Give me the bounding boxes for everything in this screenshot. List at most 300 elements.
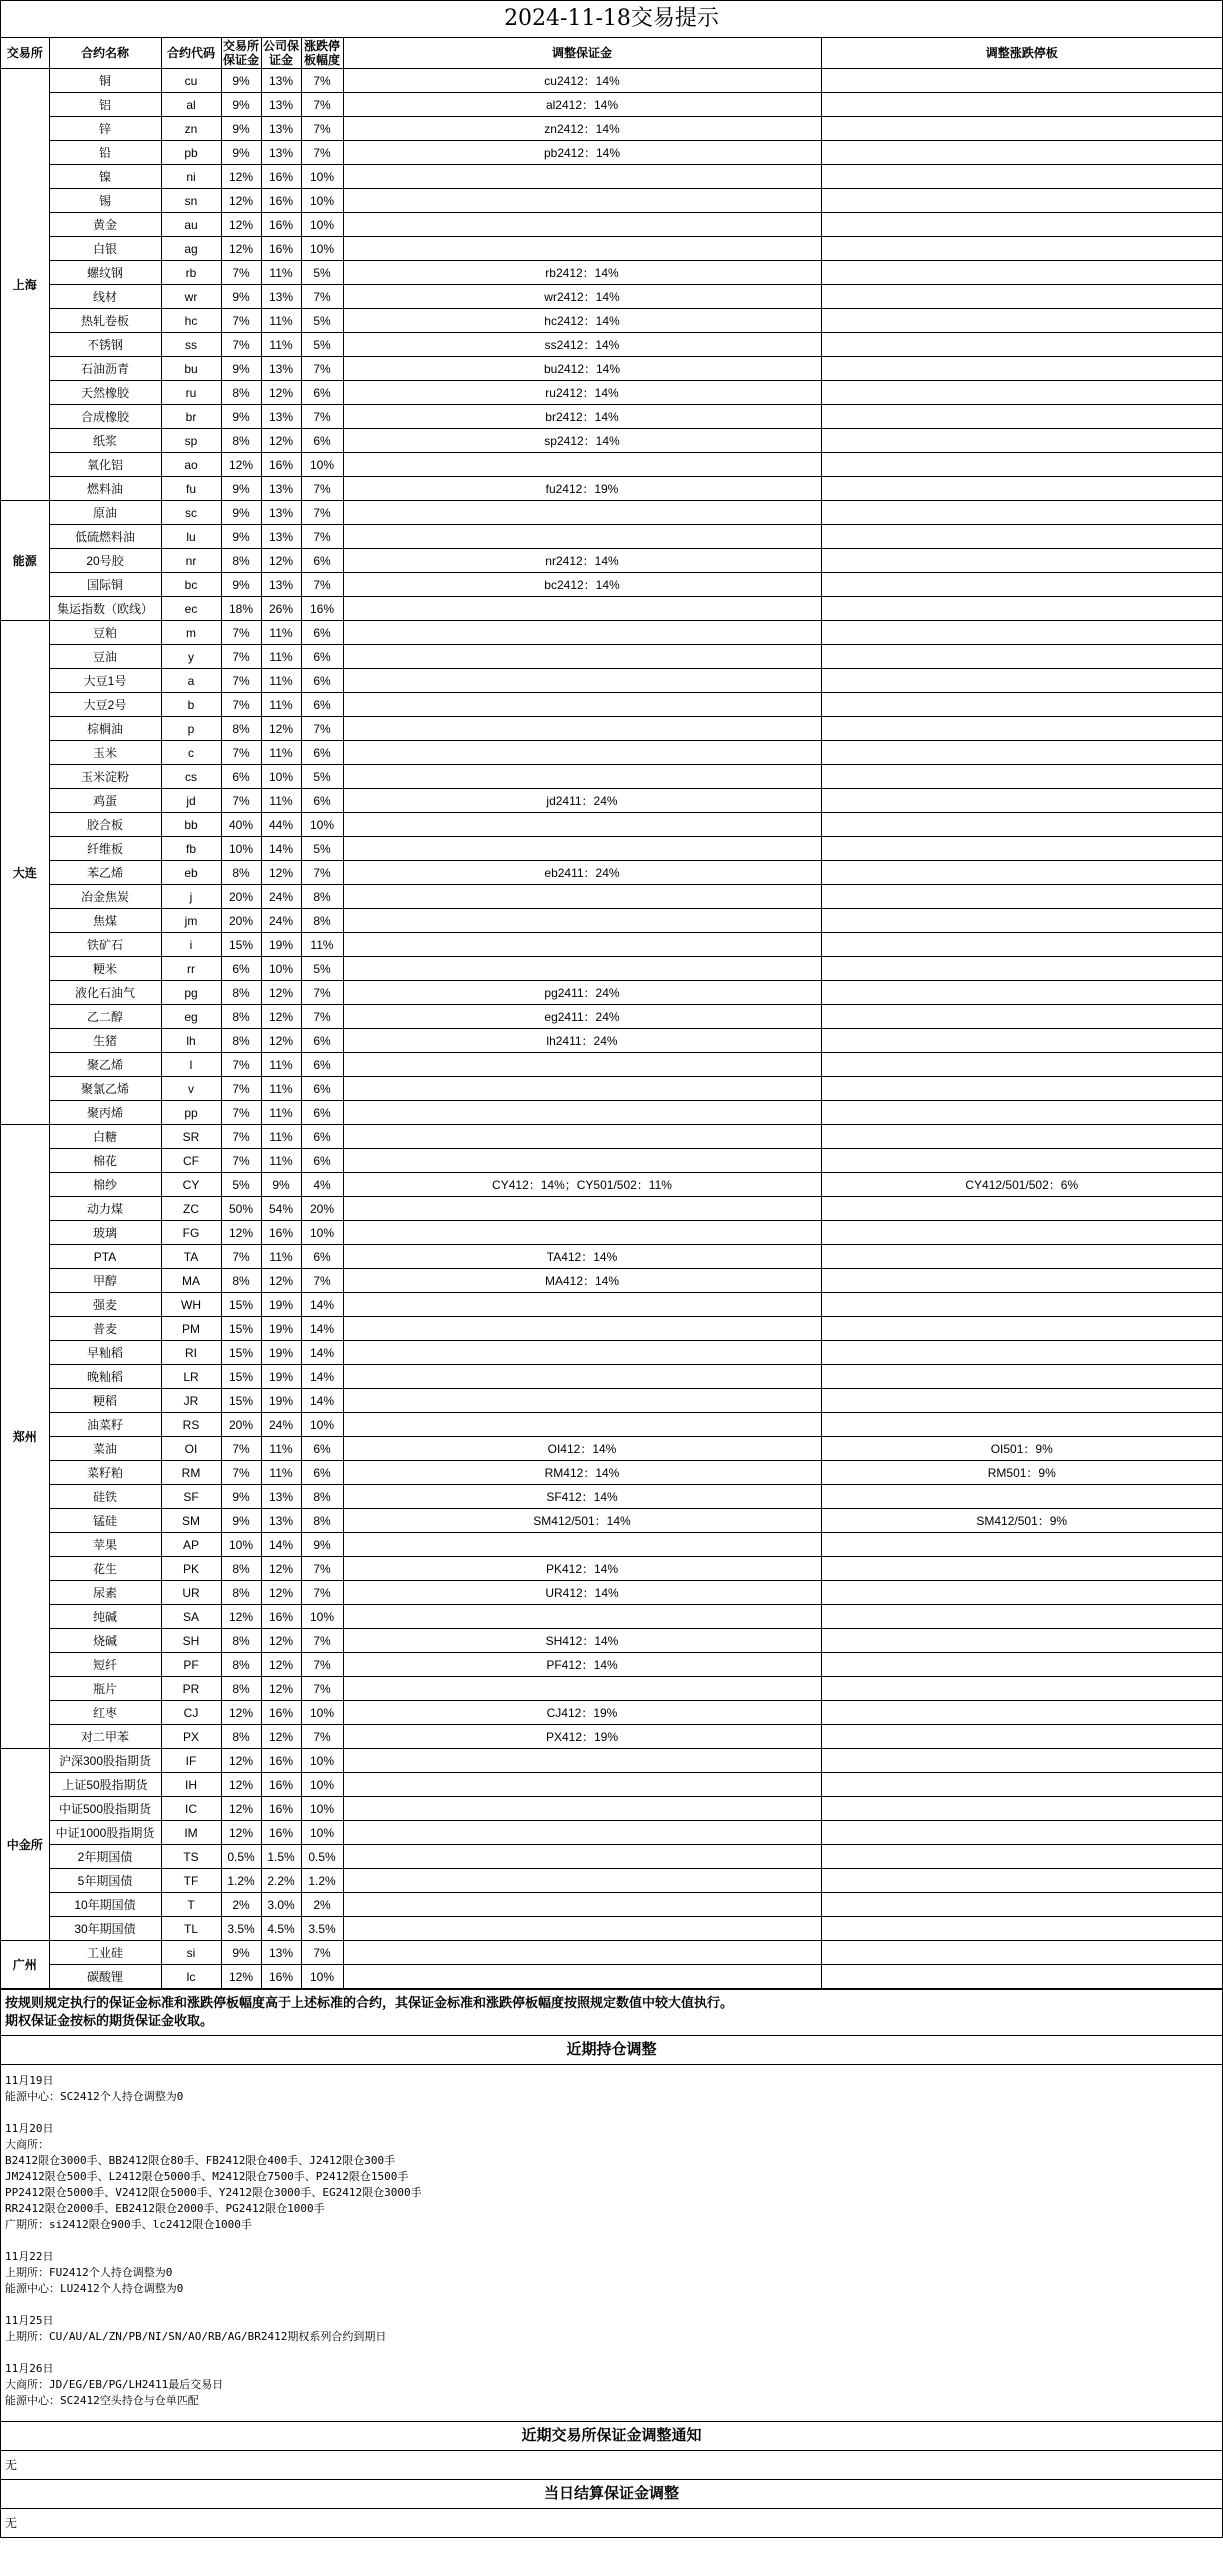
contract-code-cell: ZC xyxy=(161,1197,221,1221)
table-row xyxy=(1,1773,1222,1797)
contract-name-cell: 强麦 xyxy=(49,1293,161,1317)
contract-name-cell: 粳稻 xyxy=(49,1389,161,1413)
company-margin-cell: 16% xyxy=(261,453,301,477)
limit-cell: 7% xyxy=(301,477,343,501)
contract-name-cell: 30年期国债 xyxy=(49,1917,161,1941)
adjust-margin-cell xyxy=(343,621,821,645)
limit-cell: 6% xyxy=(301,1053,343,1077)
contract-code-cell: br xyxy=(161,405,221,429)
contract-code-cell: bc xyxy=(161,573,221,597)
adjust-margin-cell xyxy=(343,597,821,621)
table-row xyxy=(1,261,1222,285)
limit-cell: 8% xyxy=(301,909,343,933)
adjust-margin-cell xyxy=(343,1893,821,1917)
contract-name-cell: 铜 xyxy=(49,69,161,93)
adjust-limit-cell xyxy=(821,1245,1222,1269)
adjust-margin-cell: RM412：14% xyxy=(343,1461,821,1485)
adjust-limit-cell xyxy=(821,621,1222,645)
limit-cell: 6% xyxy=(301,1437,343,1461)
adjust-margin-cell xyxy=(343,693,821,717)
exchange-margin-notice-content: 无 xyxy=(5,2458,18,2472)
contract-name-cell: 工业硅 xyxy=(49,1941,161,1965)
exchange-margin-cell: 12% xyxy=(221,1773,261,1797)
contract-name-cell: 乙二醇 xyxy=(49,1005,161,1029)
header-adjust-margin: 调整保证金 xyxy=(343,38,821,69)
limit-cell: 7% xyxy=(301,1269,343,1293)
contract-name-cell: 菜籽粕 xyxy=(49,1461,161,1485)
limit-cell: 5% xyxy=(301,957,343,981)
contract-name-cell: 烧碱 xyxy=(49,1629,161,1653)
adjust-limit-cell xyxy=(821,861,1222,885)
limit-cell: 7% xyxy=(301,861,343,885)
position-line: 上期所：CU/AU/AL/ZN/PB/NI/SN/AO/RB/AG/BR2412期权系列合约到期日 xyxy=(5,2330,387,2343)
exchange-margin-cell: 1.2% xyxy=(221,1869,261,1893)
adjust-limit-cell xyxy=(821,429,1222,453)
exchange-margin-cell: 9% xyxy=(221,357,261,381)
adjust-margin-cell: SH412：14% xyxy=(343,1629,821,1653)
company-margin-cell: 13% xyxy=(261,1485,301,1509)
margin-table xyxy=(1,38,1222,1989)
adjust-margin-cell xyxy=(343,1797,821,1821)
contract-name-cell: 2年期国债 xyxy=(49,1845,161,1869)
limit-cell: 7% xyxy=(301,357,343,381)
contract-code-cell: cs xyxy=(161,765,221,789)
adjust-limit-cell xyxy=(821,189,1222,213)
table-row xyxy=(1,837,1222,861)
table-row xyxy=(1,1581,1222,1605)
adjust-limit-cell xyxy=(821,813,1222,837)
exchange-margin-cell: 12% xyxy=(221,165,261,189)
table-row xyxy=(1,1317,1222,1341)
contract-code-cell: ni xyxy=(161,165,221,189)
company-margin-cell: 1.5% xyxy=(261,1845,301,1869)
contract-code-cell: c xyxy=(161,741,221,765)
contract-name-cell: 锌 xyxy=(49,117,161,141)
position-date: 11月25日 xyxy=(5,2314,54,2327)
limit-cell: 10% xyxy=(301,813,343,837)
exchange-margin-cell: 18% xyxy=(221,597,261,621)
table-row xyxy=(1,693,1222,717)
table-row xyxy=(1,741,1222,765)
company-margin-cell: 11% xyxy=(261,1437,301,1461)
company-margin-cell: 24% xyxy=(261,1413,301,1437)
contract-code-cell: TA xyxy=(161,1245,221,1269)
table-row xyxy=(1,1893,1222,1917)
exchange-margin-cell: 3.5% xyxy=(221,1917,261,1941)
adjust-margin-cell xyxy=(343,1869,821,1893)
limit-cell: 6% xyxy=(301,693,343,717)
table-row xyxy=(1,717,1222,741)
limit-cell: 8% xyxy=(301,1509,343,1533)
adjust-limit-cell xyxy=(821,1557,1222,1581)
exchange-margin-cell: 12% xyxy=(221,189,261,213)
contract-name-cell: 鸡蛋 xyxy=(49,789,161,813)
adjust-limit-cell xyxy=(821,357,1222,381)
limit-cell: 10% xyxy=(301,165,343,189)
contract-code-cell: UR xyxy=(161,1581,221,1605)
adjust-limit-cell xyxy=(821,1005,1222,1029)
table-row xyxy=(1,1461,1222,1485)
table-row xyxy=(1,1629,1222,1653)
company-margin-cell: 11% xyxy=(261,1461,301,1485)
exchange-margin-cell: 8% xyxy=(221,1005,261,1029)
table-row xyxy=(1,1125,1222,1149)
limit-cell: 5% xyxy=(301,309,343,333)
contract-code-cell: y xyxy=(161,645,221,669)
adjust-limit-cell xyxy=(821,477,1222,501)
settlement-notice-content: 无 xyxy=(5,2516,18,2530)
limit-cell: 11% xyxy=(301,933,343,957)
limit-cell: 7% xyxy=(301,1941,343,1965)
contract-name-cell: 铅 xyxy=(49,141,161,165)
contract-name-cell: 白糖 xyxy=(49,1125,161,1149)
limit-cell: 7% xyxy=(301,1653,343,1677)
limit-cell: 7% xyxy=(301,573,343,597)
limit-cell: 8% xyxy=(301,885,343,909)
exchange-margin-cell: 6% xyxy=(221,765,261,789)
limit-cell: 6% xyxy=(301,381,343,405)
company-margin-cell: 13% xyxy=(261,405,301,429)
settlement-notice-title: 当日结算保证金调整 xyxy=(1,2479,1222,2509)
company-margin-cell: 16% xyxy=(261,1701,301,1725)
table-row xyxy=(1,1437,1222,1461)
limit-cell: 10% xyxy=(301,1701,343,1725)
exchange-margin-cell: 7% xyxy=(221,1077,261,1101)
contract-code-cell: au xyxy=(161,213,221,237)
contract-code-cell: TL xyxy=(161,1917,221,1941)
table-row xyxy=(1,525,1222,549)
contract-name-cell: 碳酸锂 xyxy=(49,1965,161,1989)
position-block xyxy=(5,2121,1218,2233)
contract-code-cell: IH xyxy=(161,1773,221,1797)
contract-name-cell: 棕榈油 xyxy=(49,717,161,741)
adjust-margin-cell xyxy=(343,1821,821,1845)
limit-cell: 7% xyxy=(301,285,343,309)
company-margin-cell: 13% xyxy=(261,1509,301,1533)
adjust-limit-cell xyxy=(821,981,1222,1005)
position-date: 11月22日 xyxy=(5,2250,54,2263)
adjust-limit-cell xyxy=(821,1317,1222,1341)
exchange-margin-cell: 9% xyxy=(221,93,261,117)
contract-code-cell: SR xyxy=(161,1125,221,1149)
contract-name-cell: 纤维板 xyxy=(49,837,161,861)
limit-cell: 7% xyxy=(301,1629,343,1653)
contract-name-cell: 螺纹钢 xyxy=(49,261,161,285)
limit-cell: 0.5% xyxy=(301,1845,343,1869)
company-margin-cell: 12% xyxy=(261,429,301,453)
table-row xyxy=(1,501,1222,525)
table-row xyxy=(1,1485,1222,1509)
position-line: 上期所：FU2412个人持仓调整为0 xyxy=(5,2266,173,2279)
exchange-margin-cell: 12% xyxy=(221,1965,261,1989)
exchange-margin-cell: 9% xyxy=(221,285,261,309)
contract-name-cell: 液化石油气 xyxy=(49,981,161,1005)
company-margin-cell: 26% xyxy=(261,597,301,621)
contract-code-cell: ec xyxy=(161,597,221,621)
table-header-row xyxy=(1,38,1222,69)
company-margin-cell: 24% xyxy=(261,909,301,933)
contract-code-cell: WH xyxy=(161,1293,221,1317)
limit-cell: 5% xyxy=(301,333,343,357)
exchange-margin-cell: 8% xyxy=(221,1269,261,1293)
adjust-margin-cell xyxy=(343,525,821,549)
exchange-margin-cell: 8% xyxy=(221,1557,261,1581)
contract-code-cell: fb xyxy=(161,837,221,861)
contract-name-cell: 短纤 xyxy=(49,1653,161,1677)
adjust-margin-cell xyxy=(343,957,821,981)
exchange-margin-cell: 15% xyxy=(221,1389,261,1413)
exchange-margin-cell: 20% xyxy=(221,909,261,933)
company-margin-cell: 11% xyxy=(261,333,301,357)
contract-code-cell: b xyxy=(161,693,221,717)
exchange-margin-cell: 9% xyxy=(221,117,261,141)
exchange-margin-cell: 8% xyxy=(221,429,261,453)
table-row xyxy=(1,1197,1222,1221)
adjust-limit-cell xyxy=(821,501,1222,525)
limit-cell: 7% xyxy=(301,981,343,1005)
exchange-margin-cell: 7% xyxy=(221,1053,261,1077)
contract-name-cell: 粳米 xyxy=(49,957,161,981)
table-row xyxy=(1,93,1222,117)
contract-code-cell: TS xyxy=(161,1845,221,1869)
company-margin-cell: 12% xyxy=(261,1581,301,1605)
adjust-margin-cell: fu2412：19% xyxy=(343,477,821,501)
exchange-margin-cell: 12% xyxy=(221,453,261,477)
company-margin-cell: 12% xyxy=(261,1269,301,1293)
position-block xyxy=(5,2361,1218,2409)
adjust-limit-cell xyxy=(821,1101,1222,1125)
table-row xyxy=(1,981,1222,1005)
contract-code-cell: sp xyxy=(161,429,221,453)
table-row xyxy=(1,621,1222,645)
contract-name-cell: 集运指数（欧线） xyxy=(49,597,161,621)
exchange-margin-cell: 8% xyxy=(221,549,261,573)
exchange-margin-cell: 0.5% xyxy=(221,1845,261,1869)
limit-cell: 4% xyxy=(301,1173,343,1197)
adjust-margin-cell: eg2411：24% xyxy=(343,1005,821,1029)
limit-cell: 20% xyxy=(301,1197,343,1221)
limit-cell: 2% xyxy=(301,1893,343,1917)
position-line: 能源中心：SC2412个人持仓调整为0 xyxy=(5,2090,184,2103)
table-row xyxy=(1,1653,1222,1677)
limit-cell: 6% xyxy=(301,669,343,693)
company-margin-cell: 11% xyxy=(261,1053,301,1077)
exchange-margin-cell: 8% xyxy=(221,1029,261,1053)
exchange-margin-cell: 7% xyxy=(221,1245,261,1269)
adjust-limit-cell xyxy=(821,381,1222,405)
contract-code-cell: j xyxy=(161,885,221,909)
limit-cell: 6% xyxy=(301,789,343,813)
contract-code-cell: eg xyxy=(161,1005,221,1029)
limit-cell: 6% xyxy=(301,1101,343,1125)
adjust-limit-cell xyxy=(821,1941,1222,1965)
contract-code-cell: ru xyxy=(161,381,221,405)
header-company-margin: 公司保证金 xyxy=(262,39,299,67)
table-row xyxy=(1,1701,1222,1725)
header-limit: 涨跌停板幅度 xyxy=(301,38,343,69)
exchange-margin-cell: 12% xyxy=(221,213,261,237)
adjust-margin-cell: PF412：14% xyxy=(343,1653,821,1677)
adjust-margin-cell xyxy=(343,1965,821,1989)
exchange-margin-cell: 7% xyxy=(221,669,261,693)
table-row xyxy=(1,669,1222,693)
adjust-margin-cell xyxy=(343,1845,821,1869)
adjust-limit-cell xyxy=(821,1029,1222,1053)
company-margin-cell: 13% xyxy=(261,477,301,501)
exchange-margin-cell: 7% xyxy=(221,741,261,765)
exchange-cell: 广州 xyxy=(1,1941,49,1989)
table-row xyxy=(1,1509,1222,1533)
contract-name-cell: 大豆2号 xyxy=(49,693,161,717)
limit-cell: 7% xyxy=(301,93,343,117)
company-margin-cell: 11% xyxy=(261,789,301,813)
table-row xyxy=(1,117,1222,141)
table-row xyxy=(1,1869,1222,1893)
company-margin-cell: 19% xyxy=(261,1341,301,1365)
adjust-margin-cell xyxy=(343,1677,821,1701)
exchange-margin-cell: 50% xyxy=(221,1197,261,1221)
adjust-limit-cell xyxy=(821,1581,1222,1605)
exchange-cell: 中金所 xyxy=(1,1749,49,1941)
table-row xyxy=(1,381,1222,405)
contract-code-cell: PM xyxy=(161,1317,221,1341)
contract-code-cell: rr xyxy=(161,957,221,981)
table-row xyxy=(1,1821,1222,1845)
adjust-margin-cell: bu2412：14% xyxy=(343,357,821,381)
adjust-limit-cell xyxy=(821,1773,1222,1797)
adjust-limit-cell xyxy=(821,885,1222,909)
adjust-limit-cell xyxy=(821,1365,1222,1389)
contract-code-cell: IC xyxy=(161,1797,221,1821)
company-margin-cell: 16% xyxy=(261,237,301,261)
adjust-limit-cell xyxy=(821,1629,1222,1653)
adjust-margin-cell: al2412：14% xyxy=(343,93,821,117)
limit-cell: 10% xyxy=(301,1965,343,1989)
contract-name-cell: 生猪 xyxy=(49,1029,161,1053)
contract-code-cell: ss xyxy=(161,333,221,357)
limit-cell: 7% xyxy=(301,717,343,741)
table-row xyxy=(1,1845,1222,1869)
adjust-margin-cell: PX412：19% xyxy=(343,1725,821,1749)
company-margin-cell: 11% xyxy=(261,1245,301,1269)
limit-cell: 6% xyxy=(301,1125,343,1149)
exchange-margin-cell: 9% xyxy=(221,573,261,597)
position-line: PP2412限仓5000手、V2412限仓5000手、Y2412限仓3000手、EG2412限仓3000手 xyxy=(5,2186,422,2199)
limit-cell: 10% xyxy=(301,1773,343,1797)
adjust-limit-cell xyxy=(821,1797,1222,1821)
exchange-margin-cell: 12% xyxy=(221,1701,261,1725)
adjust-limit-cell xyxy=(821,909,1222,933)
adjust-margin-cell xyxy=(343,1101,821,1125)
contract-name-cell: 低硫燃料油 xyxy=(49,525,161,549)
table-row xyxy=(1,1389,1222,1413)
adjust-margin-cell: bc2412：14% xyxy=(343,573,821,597)
table-row xyxy=(1,549,1222,573)
contract-name-cell: 石油沥青 xyxy=(49,357,161,381)
contract-name-cell: 白银 xyxy=(49,237,161,261)
limit-cell: 3.5% xyxy=(301,1917,343,1941)
exchange-margin-cell: 9% xyxy=(221,69,261,93)
adjust-margin-cell xyxy=(343,1365,821,1389)
contract-code-cell: pg xyxy=(161,981,221,1005)
adjust-margin-cell xyxy=(343,741,821,765)
contract-name-cell: 苹果 xyxy=(49,1533,161,1557)
exchange-margin-notice-title: 近期交易所保证金调整通知 xyxy=(1,2421,1222,2451)
contract-name-cell: 20号胶 xyxy=(49,549,161,573)
table-row xyxy=(1,1173,1222,1197)
contract-code-cell: eb xyxy=(161,861,221,885)
exchange-margin-cell: 9% xyxy=(221,405,261,429)
company-margin-cell: 19% xyxy=(261,933,301,957)
exchange-margin-cell: 20% xyxy=(221,1413,261,1437)
contract-name-cell: PTA xyxy=(49,1245,161,1269)
adjust-limit-cell: RM501：9% xyxy=(821,1461,1222,1485)
adjust-margin-cell xyxy=(343,765,821,789)
adjust-margin-cell xyxy=(343,1605,821,1629)
company-margin-cell: 12% xyxy=(261,717,301,741)
contract-name-cell: 热轧卷板 xyxy=(49,309,161,333)
limit-cell: 14% xyxy=(301,1365,343,1389)
exchange-margin-cell: 7% xyxy=(221,1101,261,1125)
exchange-margin-cell: 7% xyxy=(221,1437,261,1461)
adjust-margin-cell: UR412：14% xyxy=(343,1581,821,1605)
company-margin-cell: 12% xyxy=(261,861,301,885)
table-row xyxy=(1,1101,1222,1125)
contract-name-cell: 中证1000股指期货 xyxy=(49,1821,161,1845)
company-margin-cell: 54% xyxy=(261,1197,301,1221)
contract-code-cell: AP xyxy=(161,1533,221,1557)
company-margin-cell: 11% xyxy=(261,741,301,765)
company-margin-cell: 44% xyxy=(261,813,301,837)
contract-name-cell: 线材 xyxy=(49,285,161,309)
company-margin-cell: 12% xyxy=(261,549,301,573)
adjust-margin-cell xyxy=(343,237,821,261)
contract-code-cell: zn xyxy=(161,117,221,141)
limit-cell: 14% xyxy=(301,1317,343,1341)
contract-name-cell: 早籼稻 xyxy=(49,1341,161,1365)
adjust-margin-cell: zn2412：14% xyxy=(343,117,821,141)
adjust-margin-cell xyxy=(343,669,821,693)
position-section-body xyxy=(1,2065,1222,2421)
adjust-margin-cell: TA412：14% xyxy=(343,1245,821,1269)
adjust-limit-cell xyxy=(821,1725,1222,1749)
note-line: 按规则规定执行的保证金标准和涨跌停板幅度高于上述标准的合约，其保证金标准和涨跌停板幅度按照规定数值中较大值执行。 xyxy=(5,1995,734,2010)
exchange-cell: 大连 xyxy=(1,621,49,1125)
adjust-limit-cell xyxy=(821,837,1222,861)
adjust-margin-cell: OI412：14% xyxy=(343,1437,821,1461)
adjust-margin-cell xyxy=(343,1389,821,1413)
company-margin-cell: 11% xyxy=(261,669,301,693)
contract-name-cell: 豆粕 xyxy=(49,621,161,645)
table-row xyxy=(1,1221,1222,1245)
company-margin-cell: 16% xyxy=(261,1965,301,1989)
company-margin-cell: 2.2% xyxy=(261,1869,301,1893)
position-line: RR2412限仓2000手、EB2412限仓2000手、PG2412限仓1000手 xyxy=(5,2202,325,2215)
contract-code-cell: PR xyxy=(161,1677,221,1701)
exchange-margin-cell: 12% xyxy=(221,1821,261,1845)
company-margin-cell: 13% xyxy=(261,501,301,525)
position-line: 大商所： xyxy=(5,2138,49,2151)
table-row xyxy=(1,1917,1222,1941)
header-contract-name: 合约名称 xyxy=(49,38,161,69)
limit-cell: 10% xyxy=(301,237,343,261)
company-margin-cell: 11% xyxy=(261,1101,301,1125)
table-row xyxy=(1,1365,1222,1389)
contract-code-cell: OI xyxy=(161,1437,221,1461)
adjust-margin-cell xyxy=(343,1197,821,1221)
contract-code-cell: jm xyxy=(161,909,221,933)
adjust-margin-cell: cu2412：14% xyxy=(343,69,821,93)
